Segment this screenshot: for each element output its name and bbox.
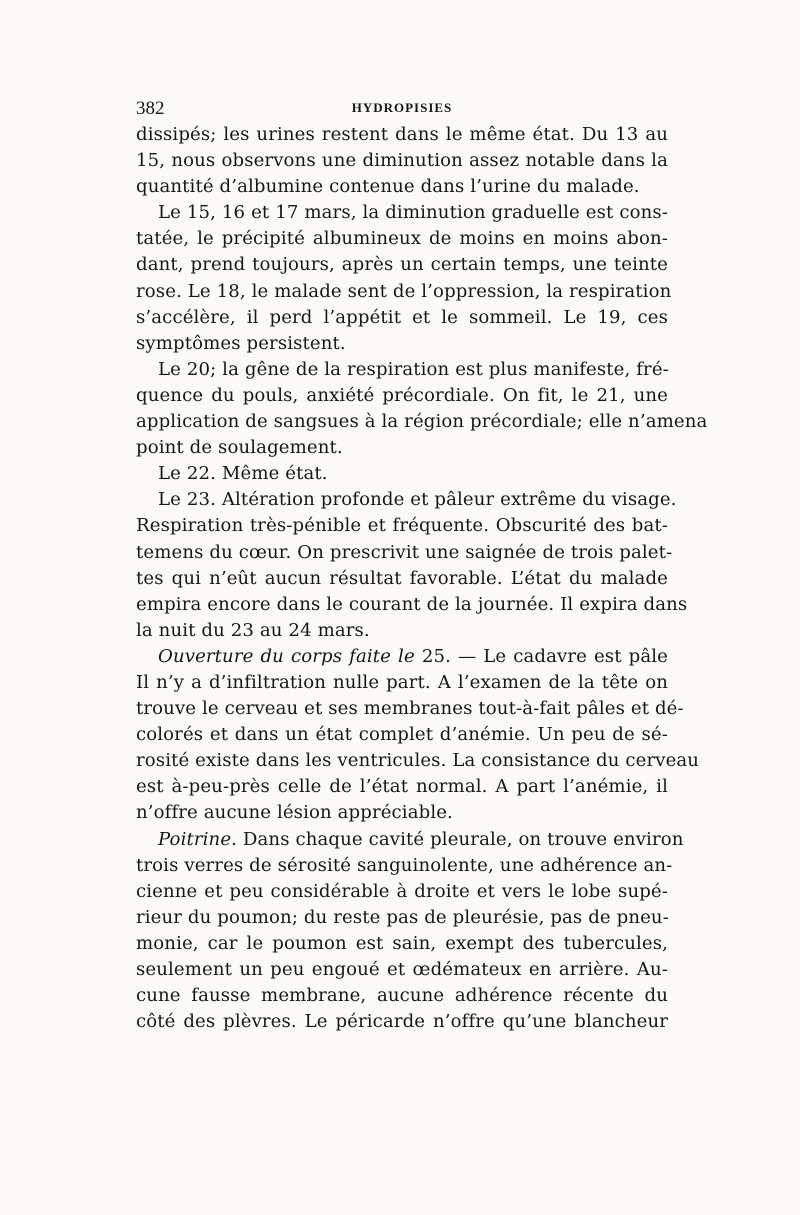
text-line [136,513,668,539]
line-text: Le 15, 16 et 17 mars, la diminution graduelle est cons- [158,202,668,224]
text-line [136,827,684,853]
line-text: rosité existe dans les ventricules. La consistance du cerveau [136,750,700,772]
line-text: colorés et dans un état complet d’anémie. Un peu de sé- [136,724,668,746]
line-text: temens du cœur. On prescrivit une saignée de trois palet- [136,541,673,563]
text-line [136,983,668,1009]
italic-lead: Poitrine. [158,828,238,850]
text-line [136,540,673,566]
line-text: est à-peu-près celle de l’état normal. A part l’anémie, il [136,776,668,798]
line-text: trouve le cerveau et ses membranes tout-à-fait pâles et dé- [136,698,684,720]
line-text: quence du pouls, anxiété précordiale. On fit, le 21, une [136,384,668,406]
text-line [136,566,668,592]
text-line [136,461,668,487]
line-text: s’accélère, il perd l’appétit et le sommeil. Le 19, ces [136,306,668,328]
text-line [136,670,668,696]
line-text: empira encore dans le courant de la journée. Il expira dans [136,593,688,615]
line-text: tes qui n’eût aucun résultat favorable. L’état du malade [136,567,668,589]
line-text: Respiration très-pénible et fréquente. Obscurité des bat- [136,515,668,537]
text-line [136,618,668,644]
text-line [136,853,673,879]
line-text: Le 22. Même état. [158,463,328,485]
line-text: monie, car le poumon est sain, exempt des tubercules, [136,932,668,954]
line-text: dissipés; les urines restent dans le même état. Du 13 au [136,124,668,145]
line-text: quantité d’albumine contenue dans l’urine du malade. [136,176,640,198]
line-text: rose. Le 18, le malade sent de l’oppression, la respiration [136,280,672,302]
text-line [136,409,708,435]
line-text: Le 23. Altération profonde et pâleur extrême du visage. [158,489,677,511]
line-text: rieur du poumon; du reste pas de pleurésie, pas de pneu- [136,906,669,928]
line-text: application de sangsues à la région précordiale; elle n’amena [136,411,708,433]
line-text: tatée, le précipité albumineux de moins en moins abon- [136,228,668,250]
line-text: trois verres de sérosité sanguinolente, une adhérence an- [136,854,673,876]
line-text: seulement un peu engoué et œdémateux en arrière. Au- [136,959,668,980]
line-text: Il n’y a d’infiltration nulle part. A l’examen de la tête on [136,671,668,693]
running-head: HYDROPISIES [351,100,453,115]
text-line [136,122,668,148]
text-line [136,696,684,722]
text-line [136,357,668,383]
line-text: point de soulagement. [136,437,343,459]
text-line [136,748,700,774]
text-line [136,592,688,618]
text-line [136,644,668,670]
text-line [136,252,668,278]
text-line [136,931,668,957]
book-page [136,98,708,1035]
line-text: Le 20; la gêne de la respiration est plus manifeste, fré- [158,358,669,380]
text-line [136,722,668,748]
line-text: symptômes persistent. [136,332,346,354]
line-text: cune fausse membrane, aucune adhérence récente du [136,985,668,1007]
text-line [136,331,668,357]
text-line [136,800,668,826]
text-line [136,879,668,905]
text-line [136,279,672,305]
line-text: la nuit du 23 au 24 mars. [136,619,370,641]
text-line [136,905,668,931]
line-text: dant, prend toujours, après un certain temps, une teinte [136,254,668,276]
line-text: cienne et peu considérable à droite et vers le lobe supé- [136,880,668,902]
line-text: 25. — Le cadavre est pâle [414,645,668,667]
body-text [136,122,708,1035]
text-line [136,200,668,226]
text-line [136,1009,668,1035]
text-line [136,774,668,800]
text-line [136,957,668,983]
text-line [136,174,668,200]
page-number: 382 [136,98,165,119]
page-header [136,98,668,122]
line-text: n’offre aucune lésion appréciable. [136,802,453,824]
text-line [136,435,668,461]
text-line [136,383,668,409]
text-line [136,487,677,513]
text-line [136,226,668,252]
italic-lead: Ouverture du corps faite le [158,645,415,667]
text-line [136,148,668,174]
line-text: Dans chaque cavité pleurale, on trouve environ [237,828,684,850]
line-text: 15, nous observons une diminution assez notable dans la [136,150,668,172]
text-line [136,305,668,331]
line-text: côté des plèvres. Le péricarde n’offre qu’une blancheur [136,1011,668,1033]
